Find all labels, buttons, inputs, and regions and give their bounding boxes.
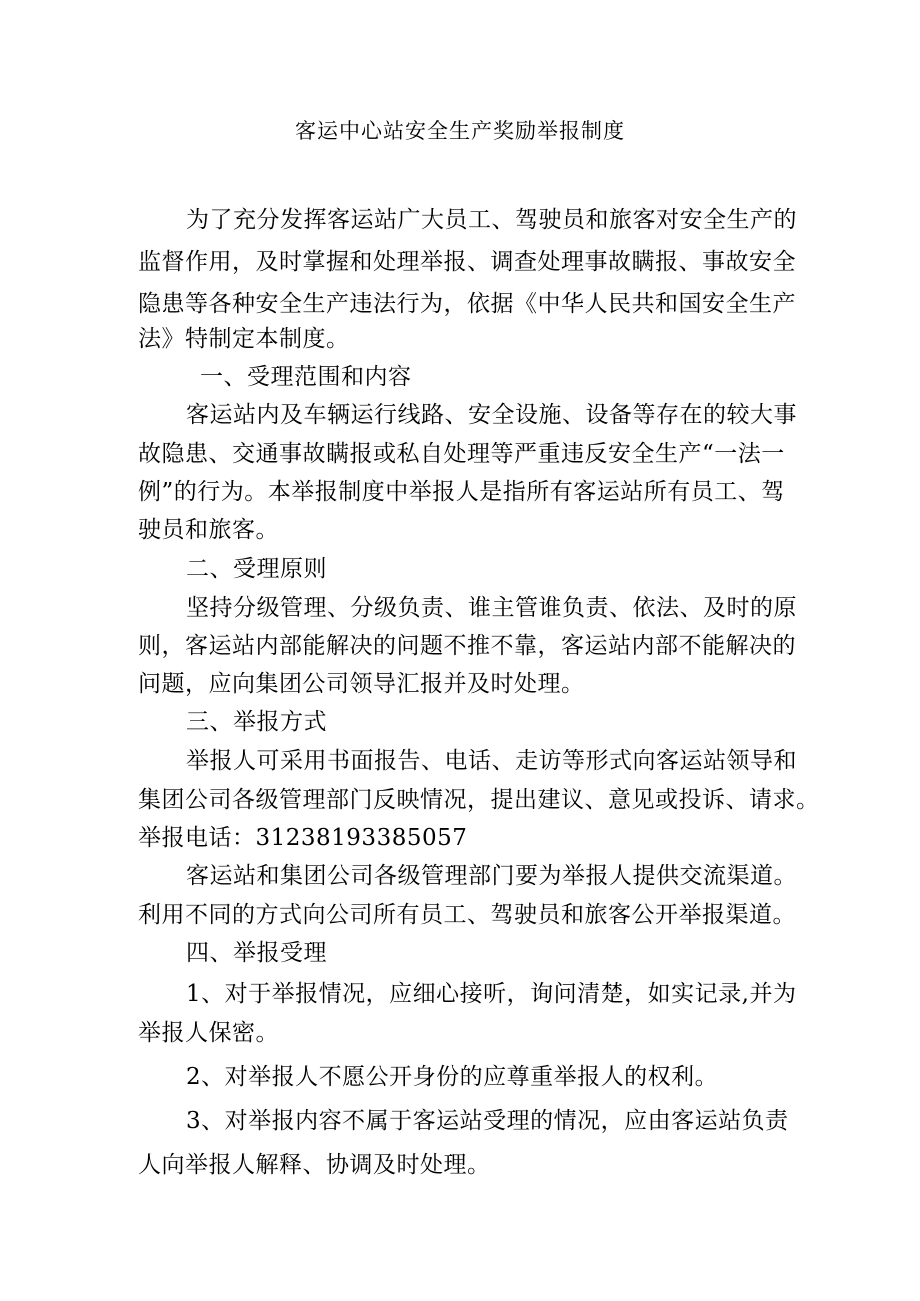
- section-heading-1: 一、受理范围和内容: [200, 364, 412, 390]
- intro-line-4: 法》特制定本制度。: [138, 326, 350, 352]
- intro-line-1: 为了充分发挥客运站广大员工、驾驶员和旅客对安全生产的: [186, 207, 797, 233]
- section4-item-2: 2、对举报人不愿公开身份的应尊重举报人的权利。: [186, 1064, 719, 1090]
- section1-line-3: 例”的行为。本举报制度中举报人是指所有客运站所有员工、驾: [138, 479, 785, 505]
- section1-line-1: 客运站内及车辆运行线路、安全设施、设备等存在的较大事: [186, 402, 797, 428]
- section3-line-5: 利用不同的方式向公司所有员工、驾驶员和旅客公开举报渠道。: [138, 902, 796, 928]
- document-title: 客运中心站安全生产奖励举报制度: [295, 119, 625, 143]
- section4-item-3-line-2: 人向举报人解释、协调及时处理。: [138, 1152, 491, 1178]
- section2-line-2: 则，客运站内部能解决的问题不推不靠，客运站内部不能解决的: [138, 633, 796, 659]
- section2-line-3: 问题，应向集团公司领导汇报并及时处理。: [138, 671, 585, 697]
- section3-line-1: 举报人可采用书面报告、电话、走访等形式向客运站领导和: [186, 748, 797, 774]
- section-heading-3: 三、举报方式: [186, 709, 327, 735]
- section-heading-2: 二、受理原则: [186, 556, 327, 582]
- section1-line-2: 故隐患、交通事故瞒报或私自处理等严重违反安全生产“一法一: [138, 441, 785, 467]
- intro-line-3: 隐患等各种安全生产违法行为，依据《中华人民共和国安全生产: [138, 291, 796, 317]
- section3-line-4: 客运站和集团公司各级管理部门要为举报人提供交流渠道。: [186, 863, 797, 889]
- section4-item-1-line-1: 1、对于举报情况，应细心接听，询问清楚，如实记录,并为: [186, 981, 797, 1007]
- section3-line-2: 集团公司各级管理部门反映情况，提出建议、意见或投诉、请求。: [138, 787, 820, 813]
- intro-line-2: 监督作用，及时掌握和处理举报、调查处理事故瞒报、事故安全: [138, 249, 796, 275]
- report-phone-line: 举报电话：31238193385057: [138, 825, 468, 851]
- section1-line-4: 驶员和旅客。: [138, 517, 279, 543]
- section-heading-4: 四、举报受理: [186, 940, 327, 966]
- section2-line-1: 坚持分级管理、分级负责、谁主管谁负责、依法、及时的原: [186, 595, 797, 621]
- section4-item-3-line-1: 3、对举报内容不属于客运站受理的情况，应由客运站负责: [186, 1108, 789, 1134]
- section4-item-1-line-2: 举报人保密。: [138, 1020, 279, 1046]
